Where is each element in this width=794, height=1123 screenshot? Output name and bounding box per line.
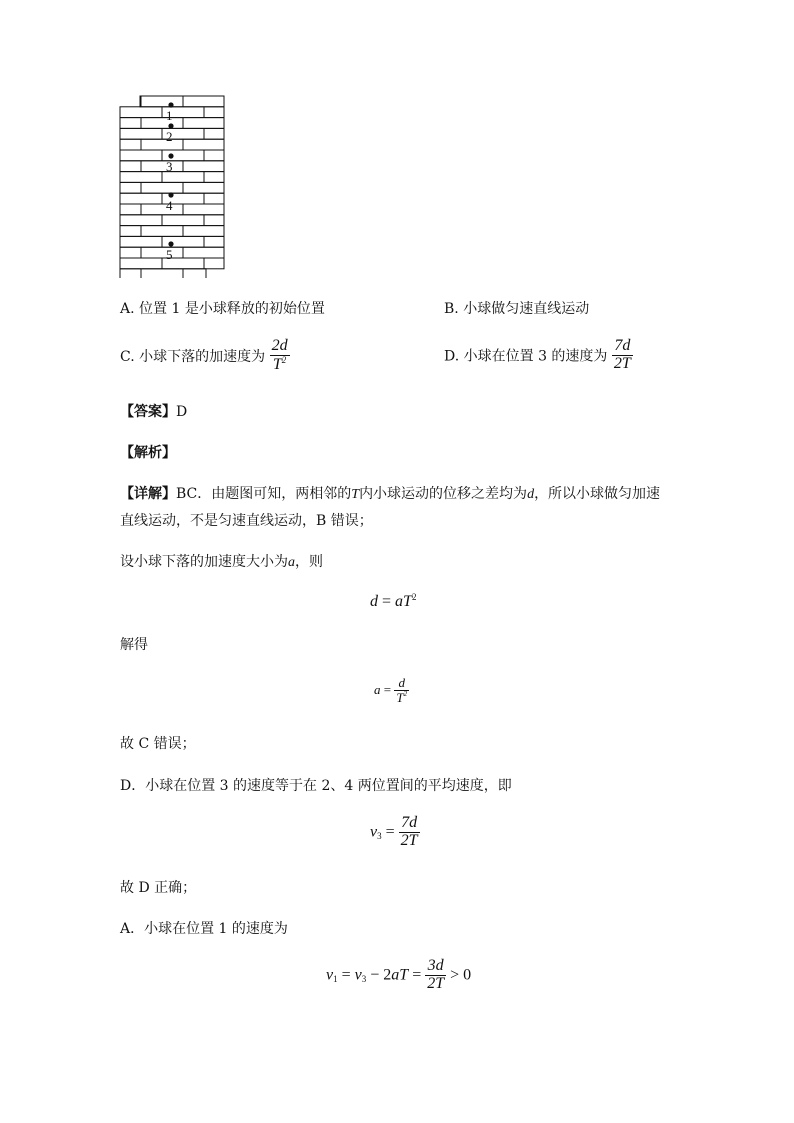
- c-wrong-line: 故 C 错误；: [120, 736, 196, 752]
- ball-label-2: 2: [166, 129, 173, 144]
- option-c: [120, 338, 290, 374]
- detail-line-2: 直线运动，不是匀速直线运动，B 错误；: [120, 513, 373, 529]
- d-right-line: 故 D 正确；: [120, 880, 197, 896]
- answer-value: D: [176, 404, 188, 420]
- brick-row: [120, 182, 224, 193]
- ball-label-5: 5: [166, 247, 173, 262]
- option-c-denominator: $T^2$: [270, 355, 290, 374]
- solve-label: 解得: [120, 637, 148, 653]
- option-a: A. 位置 1 是小球释放的初始位置: [120, 301, 325, 317]
- option-d-text: D. 小球在位置 3 的速度为: [444, 348, 608, 365]
- ball-position-3: [168, 153, 173, 158]
- brick-row: [120, 226, 224, 237]
- ball-label-4: 4: [166, 198, 173, 213]
- ball-label-1: 1: [166, 108, 173, 123]
- option-d-fraction: [612, 338, 633, 373]
- ball-position-2: [168, 123, 173, 128]
- option-c-fraction: [270, 338, 290, 374]
- ball-label-3: 3: [166, 159, 173, 174]
- detail-line-1: 【详解】BC．由题图可知，两相邻的T内小球运动的位移之差均为d，所以小球做匀加速: [120, 486, 661, 502]
- detail-label: 【详解】: [120, 486, 176, 502]
- equation-1: $d = aT^2$: [370, 592, 417, 610]
- equation-2: a = $\frac{d}{T^2}$: [374, 675, 408, 705]
- ball-position-5: [168, 241, 173, 246]
- a-analysis-line: A．小球在位置 1 的速度为: [120, 921, 288, 937]
- detail-line-3: 设小球下落的加速度大小为a，则: [120, 554, 323, 570]
- analysis-label: 【解析】: [120, 445, 176, 461]
- option-c-text: C. 小球下落的加速度为: [120, 348, 266, 365]
- option-d-numerator: 7d: [614, 337, 631, 354]
- d-analysis-line: D．小球在位置 3 的速度等于在 2、4 两位置间的平均速度，即: [120, 778, 512, 794]
- equation-3: $v_3$ = $\frac{7d}{2T}$: [370, 814, 418, 849]
- equation-4: $v_1 = v_3 - 2aT$ = $\frac{3d}{2T}$ > 0: [326, 957, 472, 992]
- option-c-numerator: 2d: [271, 337, 288, 354]
- option-b: B. 小球做匀速直线运动: [444, 301, 590, 317]
- brick-row: [120, 269, 206, 278]
- ball-position-4: [168, 192, 173, 197]
- brick-row: [140, 96, 224, 107]
- brick-row: [120, 215, 224, 226]
- option-d: [444, 338, 633, 373]
- brick-wall-figure: [118, 94, 230, 278]
- option-d-denominator: 2T: [613, 354, 631, 372]
- ball-position-1: [168, 102, 173, 107]
- answer-label: 【答案】: [120, 404, 176, 420]
- answer-line: [120, 401, 187, 421]
